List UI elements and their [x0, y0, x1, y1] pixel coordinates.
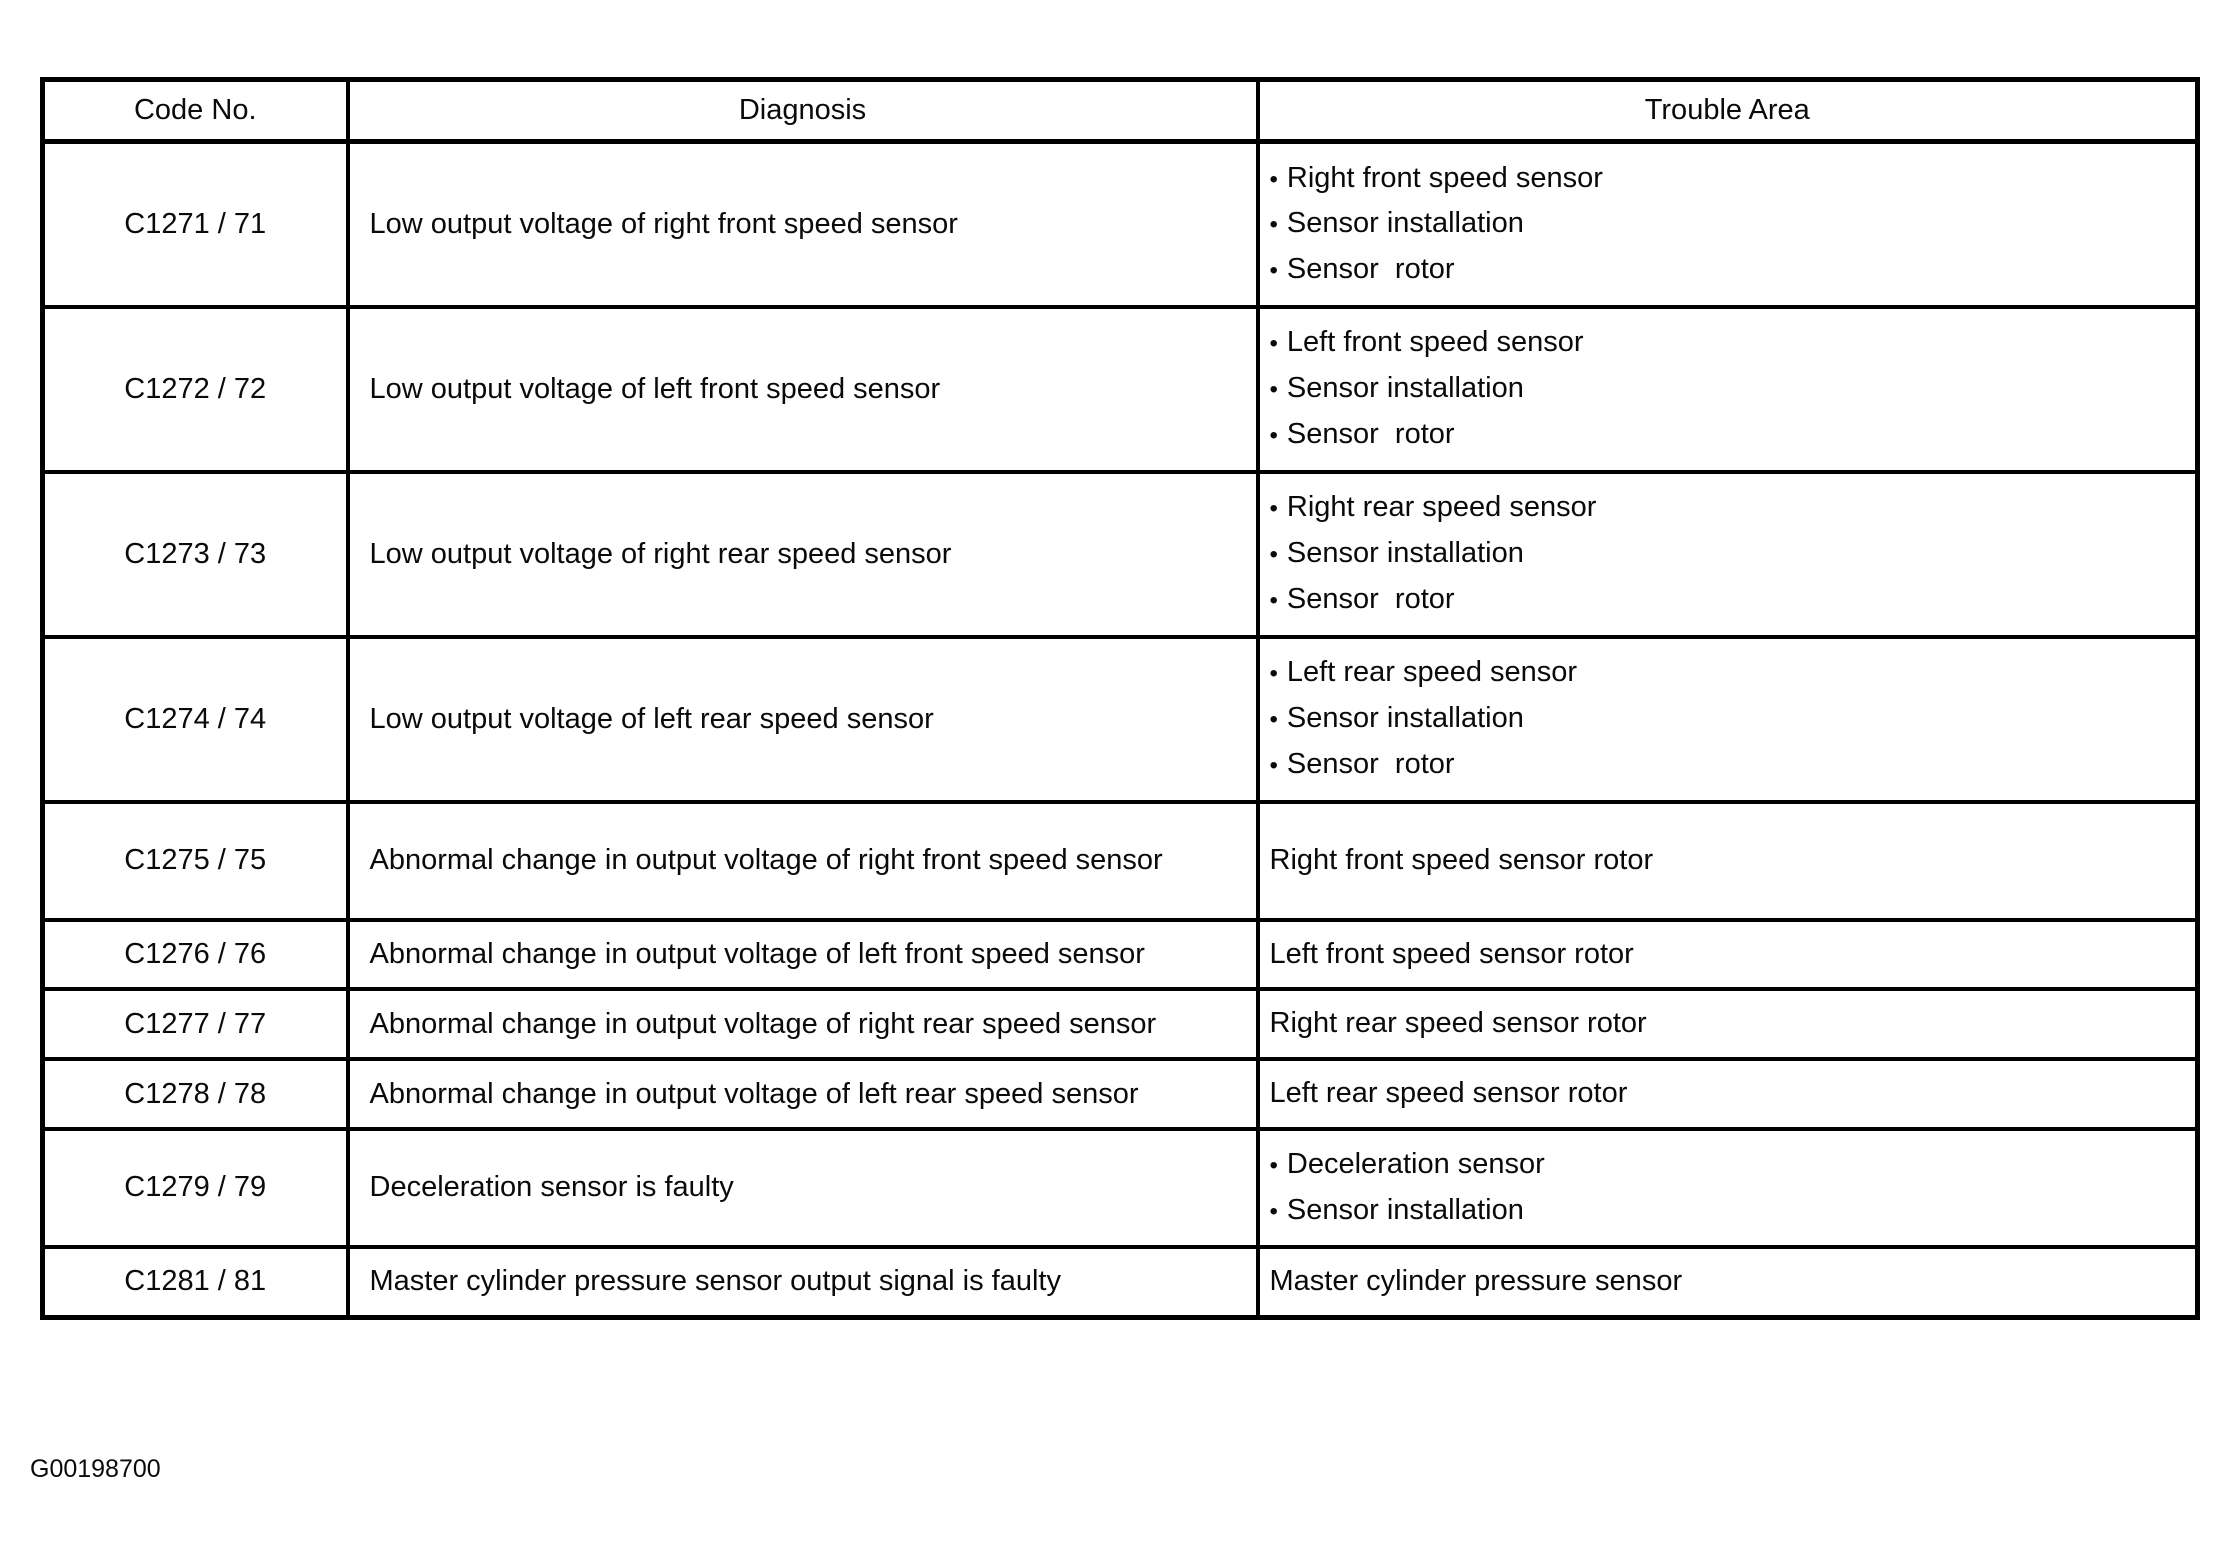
code-cell: C1274 / 74	[43, 637, 348, 802]
header-row	[43, 80, 2198, 142]
trouble-text	[1270, 1001, 2176, 1047]
table-body	[43, 142, 2198, 1318]
bullet-icon: •	[1269, 541, 1278, 569]
table-row	[43, 920, 2198, 990]
code-cell: C1272 / 72	[43, 307, 348, 472]
trouble-bullet-item	[1270, 577, 2176, 623]
table-row	[43, 1129, 2198, 1247]
table-row	[43, 1059, 2198, 1129]
trouble-item-label: Right front speed sensor	[1286, 161, 1603, 194]
code-cell: C1277 / 77	[43, 989, 348, 1059]
bullet-icon: •	[1269, 751, 1278, 779]
diagnosis-cell: Abnormal change in output voltage of left rear speed sensor	[348, 1059, 1258, 1129]
bullet-icon: •	[1269, 586, 1278, 614]
figure-id: G00198700	[30, 1455, 161, 1483]
trouble-area-cell	[1258, 989, 2198, 1059]
trouble-bullet-item	[1270, 412, 2176, 458]
bullet-icon: •	[1269, 706, 1278, 734]
bullet-icon: •	[1269, 330, 1278, 358]
trouble-item-label: Sensor installation	[1286, 372, 1524, 405]
trouble-bullet-item	[1270, 696, 2176, 742]
trouble-item-label: Sensor rotor	[1286, 253, 1455, 286]
trouble-item-label: Left rear speed sensor rotor	[1269, 1077, 1628, 1110]
column-header-code-no: Code No.	[43, 80, 348, 142]
trouble-item-label: Sensor installation	[1286, 702, 1524, 735]
trouble-item-label: Left front speed sensor	[1286, 326, 1584, 359]
table-row	[43, 142, 2198, 307]
diagnosis-cell: Low output voltage of left rear speed sensor	[348, 637, 1258, 802]
bullet-icon: •	[1269, 495, 1278, 523]
trouble-item-label: Left front speed sensor rotor	[1269, 937, 1634, 970]
trouble-item-label: Sensor installation	[1286, 537, 1524, 570]
column-header-diagnosis: Diagnosis	[348, 80, 1258, 142]
code-cell: C1276 / 76	[43, 920, 348, 990]
table-row	[43, 802, 2198, 920]
trouble-item-label: Right front speed sensor rotor	[1269, 843, 1654, 876]
bullet-icon: •	[1269, 165, 1278, 193]
table-header	[43, 80, 2198, 142]
diagnosis-cell: Abnormal change in output voltage of left front speed sensor	[348, 920, 1258, 990]
diagnosis-cell: Master cylinder pressure sensor output signal is faulty	[348, 1247, 1258, 1317]
code-cell: C1281 / 81	[43, 1247, 348, 1317]
trouble-area-cell	[1258, 802, 2198, 920]
trouble-bullet-item	[1270, 201, 2176, 247]
diagnosis-cell: Abnormal change in output voltage of right rear speed sensor	[348, 989, 1258, 1059]
trouble-bullet-item	[1270, 366, 2176, 412]
diagnosis-cell: Low output voltage of right rear speed sensor	[348, 472, 1258, 637]
trouble-bullet-item	[1270, 320, 2176, 366]
trouble-item-label: Left rear speed sensor	[1286, 656, 1578, 689]
trouble-text	[1270, 932, 2176, 978]
table-row	[43, 989, 2198, 1059]
column-header-trouble-area: Trouble Area	[1258, 80, 2198, 142]
trouble-item-label: Sensor rotor	[1286, 747, 1455, 780]
trouble-item-label: Sensor rotor	[1286, 582, 1455, 615]
trouble-area-cell	[1258, 472, 2198, 637]
trouble-bullet-item	[1270, 742, 2176, 788]
bullet-icon: •	[1269, 1197, 1278, 1225]
diagnosis-cell: Deceleration sensor is faulty	[348, 1129, 1258, 1247]
trouble-area-cell	[1258, 637, 2198, 802]
code-cell: C1271 / 71	[43, 142, 348, 307]
trouble-bullet-item	[1270, 247, 2176, 293]
trouble-bullet-item	[1270, 485, 2176, 531]
trouble-text	[1270, 1259, 2176, 1305]
trouble-item-label: Sensor installation	[1286, 207, 1524, 240]
table-row	[43, 307, 2198, 472]
trouble-item-label: Sensor installation	[1286, 1193, 1524, 1226]
trouble-area-cell	[1258, 1059, 2198, 1129]
bullet-icon: •	[1269, 660, 1278, 688]
code-cell: C1273 / 73	[43, 472, 348, 637]
bullet-icon: •	[1269, 421, 1278, 449]
table-row	[43, 637, 2198, 802]
trouble-bullet-item	[1270, 156, 2176, 202]
diagnostic-codes-table	[40, 77, 2200, 1320]
code-cell: C1278 / 78	[43, 1059, 348, 1129]
trouble-item-label: Deceleration sensor	[1286, 1148, 1545, 1181]
code-cell: C1279 / 79	[43, 1129, 348, 1247]
trouble-area-cell	[1258, 1129, 2198, 1247]
diagnosis-cell: Abnormal change in output voltage of right front speed sensor	[348, 802, 1258, 920]
table-row	[43, 472, 2198, 637]
trouble-item-label: Right rear speed sensor	[1286, 491, 1597, 524]
trouble-area-cell	[1258, 307, 2198, 472]
trouble-text	[1270, 1071, 2176, 1117]
trouble-bullet-item	[1270, 650, 2176, 696]
diagnosis-cell: Low output voltage of right front speed sensor	[348, 142, 1258, 307]
code-cell: C1275 / 75	[43, 802, 348, 920]
bullet-icon: •	[1269, 1152, 1278, 1180]
trouble-item-label: Right rear speed sensor rotor	[1269, 1007, 1647, 1040]
trouble-bullet-item	[1270, 1188, 2176, 1234]
diagnosis-cell: Low output voltage of left front speed sensor	[348, 307, 1258, 472]
trouble-area-cell	[1258, 1247, 2198, 1317]
bullet-icon: •	[1269, 257, 1278, 285]
trouble-area-cell	[1258, 920, 2198, 990]
trouble-item-label: Master cylinder pressure sensor	[1269, 1264, 1683, 1297]
trouble-item-label: Sensor rotor	[1286, 417, 1455, 450]
trouble-bullet-item	[1270, 531, 2176, 577]
bullet-icon: •	[1269, 211, 1278, 239]
trouble-area-cell	[1258, 142, 2198, 307]
bullet-icon: •	[1269, 376, 1278, 404]
trouble-text	[1270, 838, 2176, 884]
table-row	[43, 1247, 2198, 1317]
trouble-bullet-item	[1270, 1142, 2176, 1188]
